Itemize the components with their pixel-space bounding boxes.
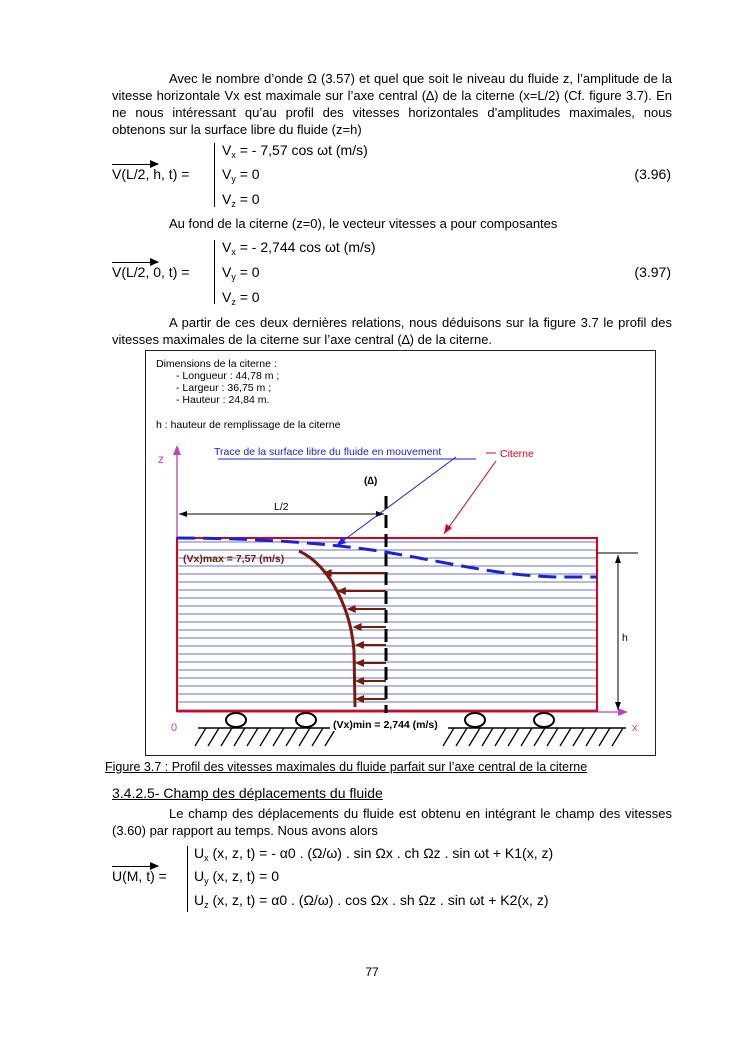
- wheel: [226, 713, 246, 727]
- paragraph-figure-intro: A partir de ces deux dernières relations, nous déduisons sur la figure 3.7 le profil des vitesses maximales de la citerne sur l’axe central (∆) de la citerne.: [112, 315, 672, 347]
- section-title: 3.4.2.5- Champ des déplacements du fluide: [112, 785, 383, 801]
- eq2-number: (3.97): [634, 264, 671, 280]
- velocity-arrowhead: [355, 659, 364, 667]
- ground-hatch: [469, 728, 480, 746]
- eq1-brace: [214, 143, 215, 207]
- half-length-label: L/2: [274, 501, 289, 513]
- citerne-pointer: [444, 461, 496, 534]
- eq2-vx: $V_x$ = - 2,744 cos ωt (m/s): [222, 239, 376, 257]
- eq2-vz: $V_z = 0$: [222, 289, 260, 307]
- eq3-brace: [187, 846, 188, 912]
- wheel: [534, 713, 554, 727]
- eq1-vz: $V_z = 0$: [222, 191, 260, 209]
- vector-arrow: [112, 866, 158, 867]
- ground-hatch: [599, 728, 610, 746]
- delta-label: (∆): [364, 475, 378, 487]
- eq2-brace: [214, 240, 215, 304]
- h-note: h : hauteur de remplissage de la citerne: [156, 419, 341, 431]
- eq1-number: (3.96): [634, 166, 671, 182]
- ground-hatch: [456, 728, 467, 746]
- x-axis-label: x: [632, 722, 638, 734]
- dim-height: - Hauteur : 24,84 m.: [176, 394, 270, 406]
- ground-hatch: [586, 728, 597, 746]
- eq3-uy: $U_y$ (x, z, t) = 0: [194, 868, 280, 886]
- eq3-uz: $U_z$ (x, z, t) = α0 . (Ω/ω) . cos Ωx . sh Ωz . sin ωt + K2(x, z): [194, 892, 549, 910]
- vector-arrow: [112, 164, 158, 165]
- ground-hatch: [195, 728, 206, 746]
- figure-3-7: [145, 350, 656, 756]
- figure-svg: [146, 351, 655, 755]
- ground-hatch: [208, 728, 219, 746]
- h-arrow-top: [615, 555, 621, 563]
- origin-label: 0: [171, 722, 178, 734]
- paragraph-bottom: Au fond de la citerne (z=0), le vecteur vitesses a pour composantes: [169, 216, 558, 231]
- half-length-arrow-left: [179, 511, 187, 517]
- eq2-vy: $V_y = 0$: [222, 264, 260, 282]
- wheel: [465, 713, 485, 727]
- ground-hatch: [560, 728, 571, 746]
- paragraph-displacement: Le champ des déplacements du fluide est obtenu en intégrant le champ des vitesses (3.60) par rapport au temps. Nous avons alors: [112, 806, 672, 838]
- eq3-lhs: U(M, t) =: [112, 868, 167, 884]
- ground-hatch: [234, 728, 245, 746]
- ground-hatch: [273, 728, 284, 746]
- x-axis-arrowhead: [618, 708, 628, 716]
- vmin-label: (Vx)min = 2,744 (m/s): [333, 719, 438, 731]
- eq2-lhs: V(L/2, 0, t) =: [112, 264, 190, 280]
- z-axis-label: z: [158, 452, 164, 466]
- eq1-lhs: V(L/2, h, t) =: [112, 166, 190, 182]
- h-label: h: [622, 632, 628, 644]
- ground-hatch: [286, 728, 297, 746]
- wheel: [296, 713, 316, 727]
- eq1-vx: $V_x$ = - 7,57 cos ωt (m/s): [222, 142, 368, 160]
- paragraph-intro: Avec le nombre d’onde Ω (3.57) et quel que soit le niveau du fluide z, l’amplitude de la vitesse horizontale Vx est maximale sur l’axe central (∆) de la citerne (x=L/2) (Cf. figure 3.7). En ne nous intéressant qu’au profil des vitesses horizontales d’amplitudes maximales, nous obtenons sur la surface libre du fluide (z=h): [112, 71, 672, 137]
- eq1-vy: $V_y = 0$: [222, 166, 260, 184]
- ground-hatch: [495, 728, 506, 746]
- dims-title: Dimensions de la citerne :: [156, 358, 277, 370]
- ground-hatch: [534, 728, 545, 746]
- dim-length: - Longueur : 44,78 m ;: [176, 370, 280, 382]
- ground-hatch: [573, 728, 584, 746]
- ground-hatch: [247, 728, 258, 746]
- ground-hatch: [508, 728, 519, 746]
- ground-hatch: [547, 728, 558, 746]
- fluid-lines: [178, 542, 596, 710]
- ground-hatch: [299, 728, 310, 746]
- ground-hatch: [312, 728, 323, 746]
- citerne-pointer-head: [444, 524, 452, 534]
- eq3-ux: $U_x$ (x, z, t) = - α0 . (Ω/ω) . sin Ωx . ch Ωz . sin ωt + K1(x, z): [194, 845, 554, 863]
- figure-caption: Figure 3.7 : Profil des vitesses maximales du fluide parfait sur l’axe central de la citerne: [105, 760, 588, 774]
- ground-hatch: [260, 728, 271, 746]
- vmax-label: (Vx)max = 7,57 (m/s): [183, 553, 285, 565]
- ground-hatch: [482, 728, 493, 746]
- dim-width: - Largeur : 36,75 m ;: [176, 382, 272, 394]
- citerne-label: Citerne: [500, 448, 534, 460]
- velocity-arrowhead: [355, 641, 364, 649]
- vector-arrow: [112, 262, 158, 263]
- trace-pointer: [336, 457, 456, 546]
- trace-label: Trace de la surface libre du fluide en mouvement: [214, 446, 442, 458]
- ground-hatch: [612, 728, 623, 746]
- z-axis-arrowhead: [173, 445, 181, 455]
- ground-hatch: [221, 728, 232, 746]
- ground-hatch: [521, 728, 532, 746]
- page-number: 77: [365, 965, 379, 979]
- h-arrow-bottom: [615, 702, 621, 710]
